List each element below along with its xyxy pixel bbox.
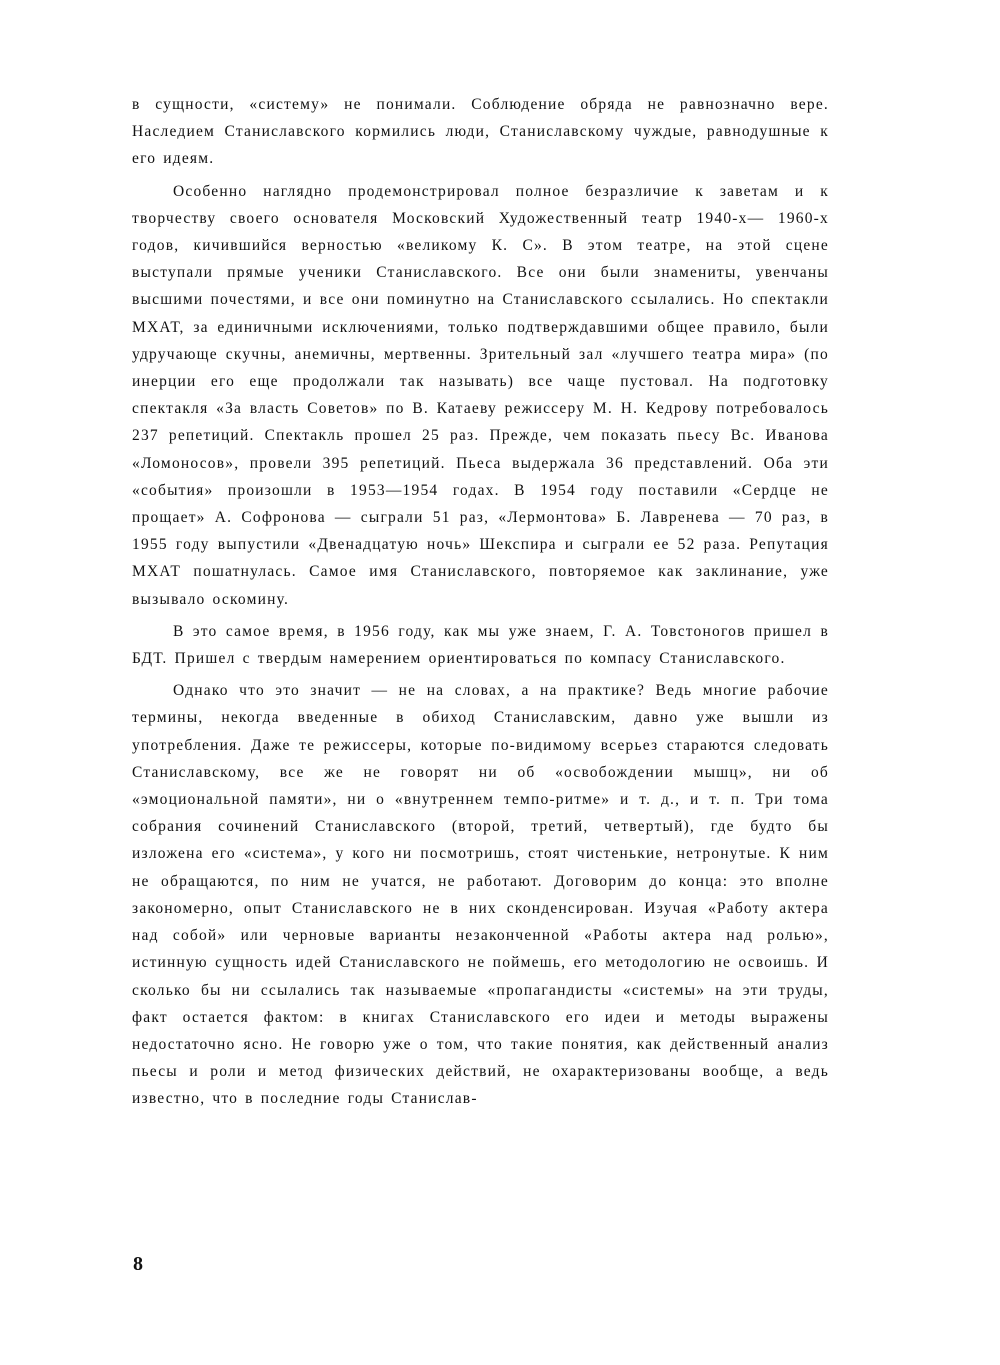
body-text [132,91,829,1113]
paragraph-1: в сущности, «систему» не понимали. Соблюдение обряда не равнозначно вере. Наследием Станиславского кормились люди, Станиславскому чуждые, равнодушные к его идеям. [132,96,829,168]
paragraph-3: В это самое время, в 1956 году, как мы уже знаем, Г. А. Товстоногов пришел в БДТ. Пришел с твердым намерением ориентироваться по компасу Станиславского. [132,622,829,668]
paragraph-4: Однако что это значит — не на словах, а на практике? Ведь многие рабочие термины, некогда введенные в обиход Станиславским, давно уже вышли из употребления. Даже те режиссеры, которые по-видимому всерьез стараются следовать Станиславскому, все же не говорят ни об «освобождении мышц», ни об «эмоциональной памяти», ни о «внутреннем темпо-ритме» и т. д., и т. п. Три тома собрания сочинений Станиславского (второй, третий, четвертый), где будто бы изложена его «система», у кого ни посмотришь, стоят чистенькие, нетронутые. К ним не обращаются, по ним не учатся, не работают. Договорим до конца: это вполне закономерно, опыт Станиславского не в них сконденсирован. Изучая «Работу актера над собой» или черновые варианты незаконченной «Работы актера над ролью», истинную сущность идей Станиславского не поймешь, его методологию не освоишь. И сколько бы ни ссылались так называемые «пропагандисты «системы» на эти труды, факт остается фактом: в книгах Станиславского его идеи и методы выражены недостаточно ясно. Не говорю уже о том, что такие понятия, как действенный анализ пьесы и роли и метод физических действий, не охарактеризованы вообще, а ведь известно, что в последние годы Станислав- [132,682,829,1108]
paragraph-2: Особенно наглядно продемонстрировал полное безразличие к заветам и к творчеству своего основателя Московский Художественный театр 1940-х— 1960-х годов, кичившийся верностью «великому К. С». В этом театре, на этой сцене выступали прямые ученики Станиславского. Все они были знамениты, увенчаны высшими почестями, и все они поминутно на Станиславского ссылались. Но спектакли МХАТ, за единичными исключениями, только подтверждавшими общее правило, были удручающе скучны, анемичны, мертвенны. Зрительный зал «лучшего театра мира» (по инерции его еще продолжали так называть) все чаще пустовал. На подготовку спектакля «За власть Советов» по В. Катаеву режиссеру М. Н. Кедрову потребовалось 237 репетиций. Спектакль прошел 25 раз. Прежде, чем показать пьесу Вс. Иванова «Ломоносов», провели 395 репетиций. Пьеса выдержала 36 представлений. Оба эти «события» произошли в 1953—1954 годах. В 1954 году поставили «Сердце не прощает» А. Софронова — сыграли 51 раз, «Лермонтова» Б. Лавренева — 70 раз, в 1955 году выпустили «Двенадцатую ночь» Шекспира и сыграли ее 52 раза. Репутация МХАТ пошатнулась. Самое имя Станиславского, повторяемое как заклинание, уже вызывало оскомину. [132,182,829,608]
page-number: 8 [133,1253,143,1275]
